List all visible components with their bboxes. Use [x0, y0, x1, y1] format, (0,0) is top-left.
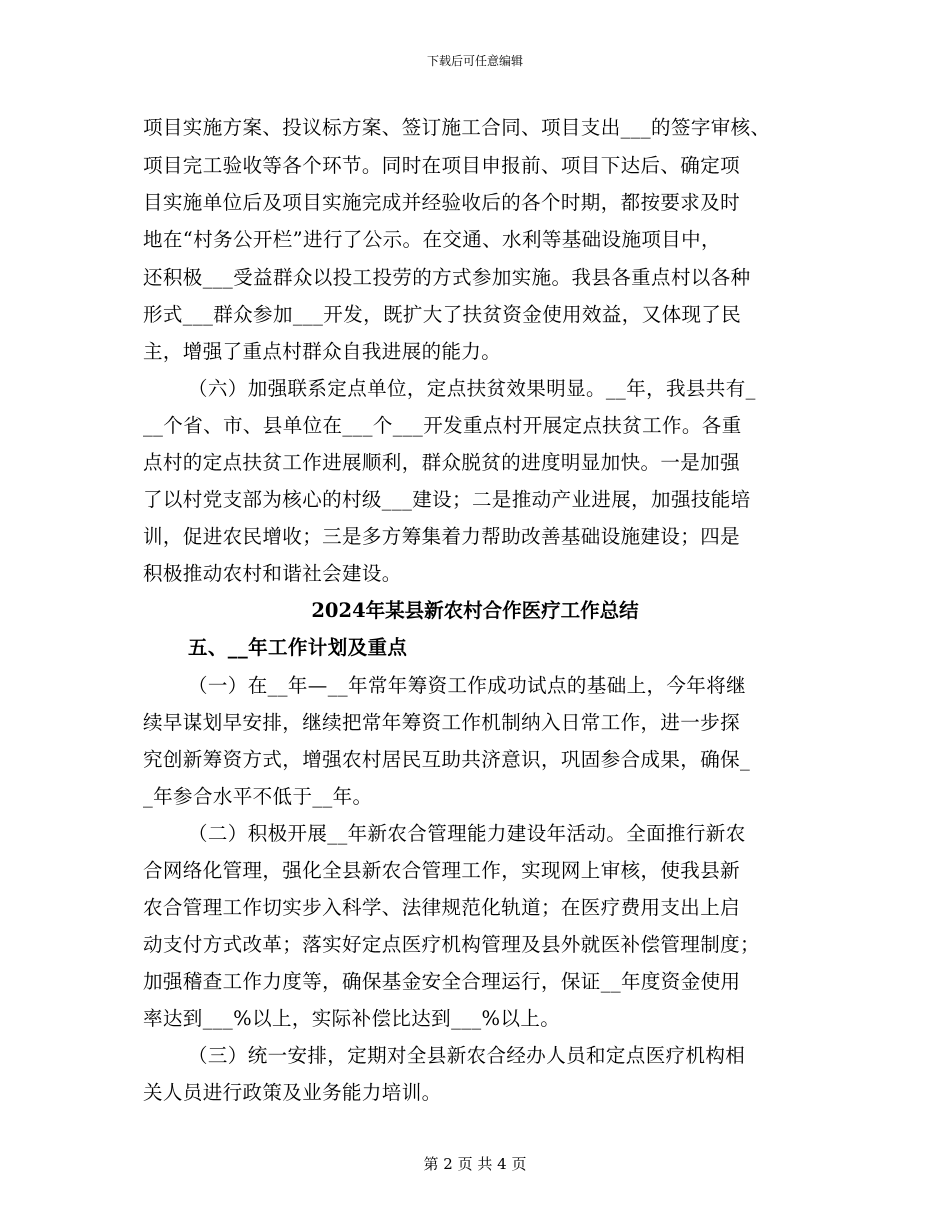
- page-header: 下载后可任意编辑: [426, 54, 523, 68]
- page-footer: 第 2 页 共 4 页: [423, 1155, 527, 1173]
- body-line: 主，增强了重点村群众自我进展的能力。: [143, 340, 502, 363]
- body-line: 加强稽查工作力度等，确保基金安全合理运行，保证__年度资金使用: [143, 970, 741, 993]
- body-line: 项目实施方案、投议标方案、签订施工合同、项目支出___的签字审核、: [143, 116, 771, 139]
- body-line: 续早谋划早安排，继续把常年筹资工作机制纳入日常工作，进一步探: [143, 711, 741, 734]
- body-line: （一）在__年—__年常年筹资工作成功试点的基础上，今年将继: [188, 674, 747, 697]
- body-line: （六）加强联系定点单位，定点扶贫效果明显。__年，我县共有_: [188, 377, 756, 400]
- body-line: 项目完工验收等各个环节。同时在项目申报前、项目下达后、确定项: [143, 154, 741, 177]
- body-line: 合网络化管理，强化全县新农合管理工作，实现网上审核，使我县新: [143, 859, 741, 882]
- body-line: 训，促进农民增收；三是多方筹集着力帮助改善基础设施建设；四是: [143, 525, 741, 548]
- body-line: 动支付方式改革；落实好定点医疗机构管理及县外就医补偿管理制度；: [143, 933, 760, 956]
- body-line: _年参合水平不低于__年。: [143, 785, 373, 808]
- body-line: 关人员进行政策及业务能力培训。: [143, 1081, 442, 1104]
- body-line: 点村的定点扶贫工作进展顺利，群众脱贫的进度明显加快。一是加强: [143, 451, 741, 474]
- body-line: 目实施单位后及项目实施完成并经验收后的各个时期，都按要求及时: [143, 191, 741, 214]
- document-title: 2024年某县新农村合作医疗工作总结: [311, 599, 639, 622]
- body-line: （三）统一安排，定期对全县新农合经办人员和定点医疗机构相: [188, 1044, 746, 1067]
- body-line: 还积极___受益群众以投工投劳的方式参加实施。我县各重点村以各种: [143, 266, 751, 289]
- body-line: 形式___群众参加___开发，既扩大了扶贫资金使用效益，又体现了民: [143, 303, 742, 326]
- body-line: 了以村党支部为核心的村级___建设；二是推动产业进展，加强技能培: [143, 488, 751, 511]
- body-line: 地在“村务公开栏”进行了公示。在交通、水利等基础设施项目中，: [143, 228, 721, 251]
- body-line: 率达到___%以上，实际补偿比达到___%以上。: [143, 1007, 561, 1030]
- body-line: __个省、市、县单位在___个___开发重点村开展定点扶贫工作。各重: [143, 414, 742, 437]
- body-line: 究创新筹资方式，增强农村居民互助共济意识，巩固参合成果，确保_: [143, 748, 751, 771]
- body-line: 农合管理工作切实步入科学、法律规范化轨道；在医疗费用支出上启: [143, 896, 741, 919]
- body-line: （二）积极开展__年新农合管理能力建设年活动。全面推行新农: [188, 822, 746, 845]
- body-line: 积极推动农村和谐社会建设。: [143, 562, 402, 585]
- section-heading: 五、__年工作计划及重点: [188, 636, 408, 659]
